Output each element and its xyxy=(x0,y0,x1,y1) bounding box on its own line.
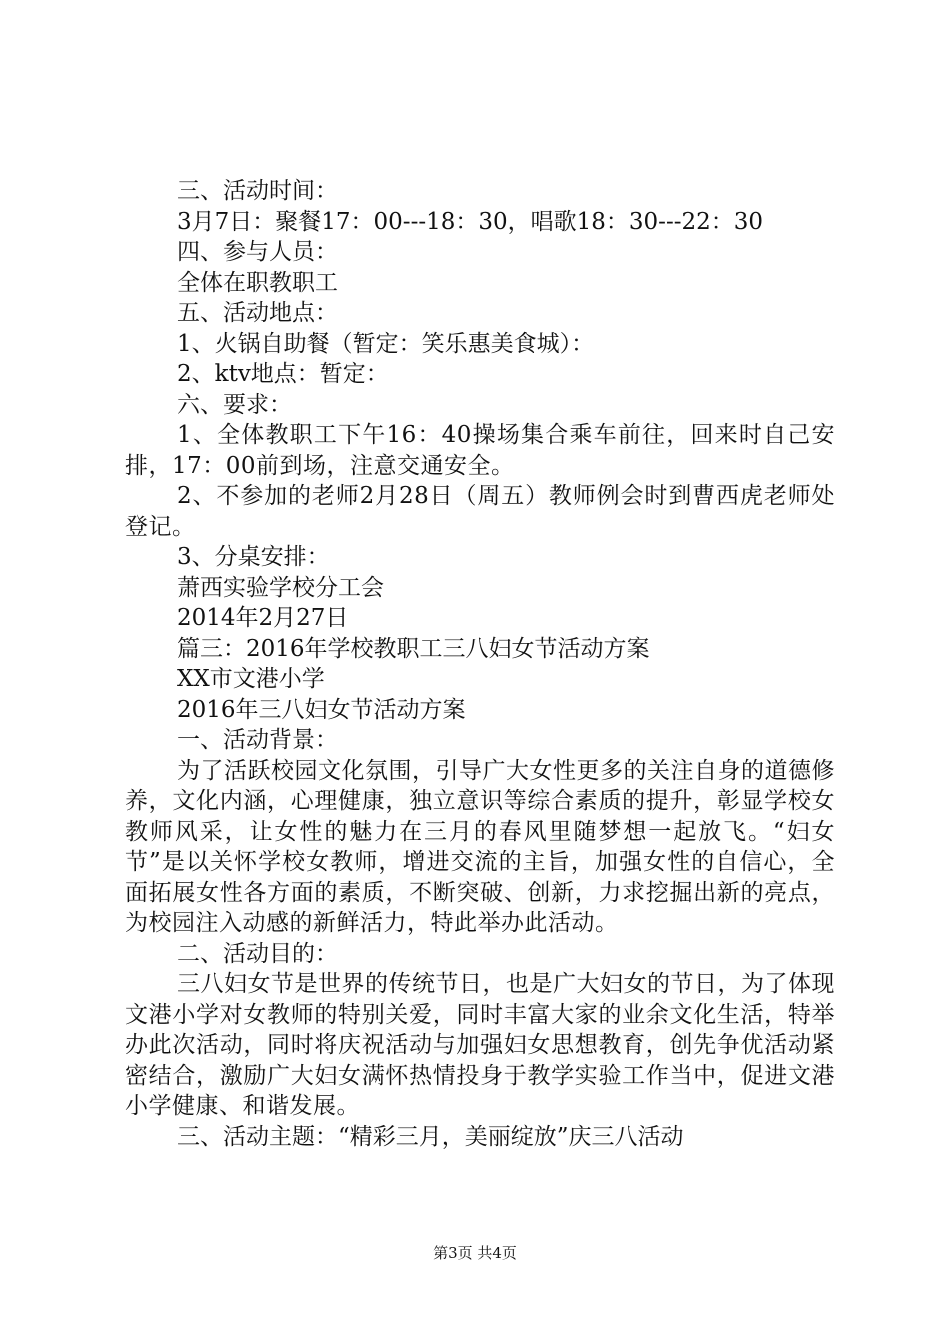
section-heading-purpose: 二、活动目的： xyxy=(177,940,338,967)
section-heading-participants: 四、参与人员： xyxy=(177,239,338,265)
location-item-1: 1、火锅自助餐（暂定：笑乐惠美食城）： xyxy=(177,330,595,357)
section-heading-theme: 三、活动主题：“精彩三月，美丽绽放”庆三八活动 xyxy=(177,1123,684,1150)
time-detail: 3月7日：聚餐17：00---18：30，唱歌18：30---22：30 xyxy=(177,208,764,235)
requirement-1: 1、全体教职工下午16：40操场集合乘车前往，回来时自己安排，17：00前到场，注意交通安全。 xyxy=(125,422,835,479)
purpose-paragraph: 三八妇女节是世界的传统节日，也是广大妇女的节日，为了体现文港小学对女教师的特别关爱，同时丰富大家的业余文化生活，特举办此次活动，同时将庆祝活动与加强妇女思想教育，创先争优活动紧密结合，激励广大妇女满怀热情投身于教学实验工作当中，促进文港小学健康、和谐发展。 xyxy=(125,971,835,1119)
page-footer: 第3页 共4页 xyxy=(433,1244,517,1262)
section-heading-requirements: 六、要求： xyxy=(177,391,292,418)
signature-org: 萧西实验学校分工会 xyxy=(177,574,384,601)
participants-detail: 全体在职教职工 xyxy=(177,269,338,296)
background-paragraph: 为了活跃校园文化氛围，引导广大女性更多的关注自身的道德修养，文化内涵，心理健康，独立意识等综合素质的提升，彰显学校女教师风采，让女性的魅力在三月的春风里随梦想一起放飞。“妇女节”是以关怀学校女教师，增进交流的主旨，加强女性的自信心，全面拓展女性各方面的素质，不断突破、创新，力求挖掘出新的亮点，为校园注入动感的新鲜活力，特此举办此活动。 xyxy=(125,757,835,936)
section-heading-time: 三、活动时间： xyxy=(177,178,338,204)
requirement-2: 2、不参加的老师2月28日（周五）教师例会时到曹西虎老师处登记。 xyxy=(125,483,835,540)
location-item-2: 2、ktv地点：暂定： xyxy=(177,361,389,387)
school-name: XX市文港小学 xyxy=(177,666,325,692)
chapter-title: 篇三：2016年学校教职工三八妇女节活动方案 xyxy=(177,635,650,662)
plan-title: 2016年三八妇女节活动方案 xyxy=(177,696,466,723)
signature-date: 2014年2月27日 xyxy=(177,605,349,631)
requirement-3: 3、分桌安排： xyxy=(177,544,330,570)
section-heading-location: 五、活动地点： xyxy=(177,300,338,326)
document-body xyxy=(125,176,835,1152)
section-heading-background: 一、活动背景： xyxy=(177,727,338,753)
